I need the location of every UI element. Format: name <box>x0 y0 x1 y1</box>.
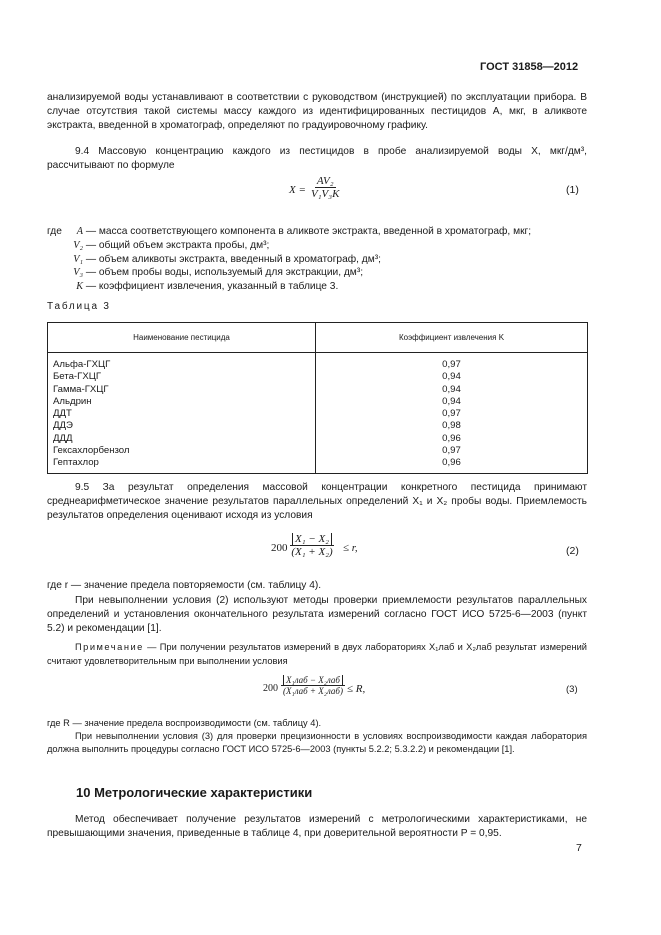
definition-text: — объем аликвоты экстракта, введенный в хроматограф, дм³; <box>85 253 381 265</box>
pesticide-name: Альдрин <box>48 396 316 408</box>
reproducibility-definition: где R — значение предела воспроизводимости (см. таблицу 4). <box>47 718 322 728</box>
formula-1-numerator: AV₂ <box>316 175 334 187</box>
page-number: 7 <box>576 842 582 854</box>
table-row <box>48 433 588 445</box>
recovery-coefficient: 0,94 <box>316 396 588 408</box>
definitions-lead: где <box>47 226 62 237</box>
table-row <box>48 420 588 432</box>
formula-1-fraction <box>311 175 339 200</box>
definition-item <box>47 253 531 267</box>
formula-1-denominator: V₁V₃K <box>311 188 340 200</box>
pesticide-name: ДДЭ <box>48 420 316 432</box>
table-3-caption: Таблица 3 <box>47 301 111 312</box>
definition-item <box>47 280 531 294</box>
clause-condition-2-failure: При невыполнении условия (2) используют методы проверки приемлемости результатов параллельных определений и установления окончательного результата измерений согласно ГОСТ ИСО 5725-6—2003 (пункт 5.2) и рекомендации [1]. <box>47 595 587 635</box>
formula-2-abs-value: X₁ − X₂ <box>292 533 332 545</box>
clause-condition-3-failure: При невыполнении условия (3) для проверки прецизионности в условиях воспроизводимости каждая лаборатория должна выполнить процедуры согласно ГОСТ ИСО 5725-6—2003 (пункты 5.2.2; 5.3.2.2) и рекомендации [1]. <box>47 731 587 754</box>
recovery-coefficient: 0,97 <box>316 408 588 420</box>
repeatability-definition: где r — значение предела повторяемости (см. таблицу 4). <box>47 580 322 591</box>
table-row <box>48 445 588 457</box>
formula-1-lhs: X = <box>289 184 306 196</box>
formula-3-abs-value: X₁лаб − X₂лаб <box>283 675 343 685</box>
recovery-coefficient: 0,97 <box>316 445 588 457</box>
table-row <box>48 371 588 383</box>
definition-item <box>47 225 531 239</box>
column-header-pesticide: Наименование пестицида <box>48 323 316 353</box>
recovery-coefficient: 0,98 <box>316 420 588 432</box>
definitions-list <box>47 225 531 294</box>
pesticide-name: Гептахлор <box>48 457 316 473</box>
formula-3-number: (3) <box>566 684 578 695</box>
recovery-coefficient: 0,94 <box>316 384 588 396</box>
clause-9-5: 9.5 За результат определения массовой концентрации конкретного пестицида принимают среднеарифметическое значение результатов параллельных определений X₁ и X₂ пробы воды. Приемлемость результатов определения оценивают исходя из условия <box>47 482 587 522</box>
pesticide-name: Альфа-ГХЦГ <box>48 353 316 372</box>
formula-3-numerator <box>281 675 345 686</box>
pesticide-name: Бета-ГХЦГ <box>48 371 316 383</box>
clause-9-4: 9.4 Массовую концентрацию каждого из пестицидов в пробе анализируемой воды X, мкг/дм³, рассчитывают по формуле <box>47 146 587 172</box>
definition-item <box>47 239 531 253</box>
section-10-paragraph: Метод обеспечивает получение результатов измерений с метрологическими характеристиками, не превышающими значения, приведенные в таблице 4, при доверительной вероятности P = 0,95. <box>47 814 587 840</box>
formula-2-denominator: (X₁ + X₂) <box>291 546 333 558</box>
formula-3-fraction <box>281 675 345 696</box>
note-text: — При получении результатов измерений в двух лабораториях X₁лаб и X₂лаб результат измерений считают удовлетворительным при выполнении условия <box>47 642 587 667</box>
formula-2-number: (2) <box>566 545 579 557</box>
pesticide-name: Гексахлорбензол <box>48 445 316 457</box>
table-row <box>48 408 588 420</box>
pesticide-name: ДДД <box>48 433 316 445</box>
pesticide-name: ДДТ <box>48 408 316 420</box>
formula-2-relation: ≤ r, <box>343 542 358 554</box>
formula-1-number: (1) <box>566 184 579 196</box>
recovery-coefficient: 0,94 <box>316 371 588 383</box>
intro-paragraph: анализируемой воды устанавливают в соответствии с руководством (инструкцией) по эксплуатации прибора. В случае отсутствия такой системы массу каждого из идентифицированных пестицидов A, мкг, в аликвоте экстракта, введенной в хроматограф, определяют по градуировочному графику. <box>47 92 587 132</box>
table-row <box>48 457 588 473</box>
formula-3-relation: ≤ R, <box>347 683 366 695</box>
formula-2-numerator <box>290 533 334 546</box>
table-3 <box>47 322 588 474</box>
table-header-row <box>48 323 588 353</box>
definition-text: — объем пробы воды, используемый для экстракции, дм³; <box>85 267 364 279</box>
formula-3-denominator: (X₁лаб + X₂лаб) <box>283 686 343 696</box>
formula-3-coefficient: 200 <box>263 683 278 694</box>
definition-symbol: A <box>76 226 83 237</box>
recovery-coefficient: 0,97 <box>316 353 588 372</box>
definition-symbol: K <box>76 281 83 293</box>
pesticide-name: Гамма-ГХЦГ <box>48 384 316 396</box>
recovery-coefficient: 0,96 <box>316 457 588 473</box>
table-row <box>48 384 588 396</box>
definition-symbol: V₃ <box>73 267 83 279</box>
definition-symbol: V₁ <box>73 253 83 265</box>
definition-symbol: V₂ <box>73 239 83 251</box>
section-10-heading: 10 Метрологические характеристики <box>76 785 313 800</box>
table-row <box>48 353 588 372</box>
definition-item <box>47 266 531 280</box>
recovery-coefficient: 0,96 <box>316 433 588 445</box>
column-header-coefficient: Коэффициент извлечения K <box>316 323 588 353</box>
definition-text: — общий объем экстракта пробы, дм³; <box>85 239 270 251</box>
note-paragraph <box>47 640 587 668</box>
formula-2-fraction <box>290 533 334 558</box>
formula-2-coefficient: 200 <box>271 542 288 554</box>
table-row <box>48 396 588 408</box>
standard-number: ГОСТ 31858—2012 <box>480 61 579 73</box>
definition-text: — масса соответствующего компонента в аликвоте экстракта, введенной в хроматограф, мкг; <box>85 226 532 237</box>
definition-text: — коэффициент извлечения, указанный в таблице 3. <box>85 281 339 293</box>
note-title: Примечание <box>75 642 144 652</box>
